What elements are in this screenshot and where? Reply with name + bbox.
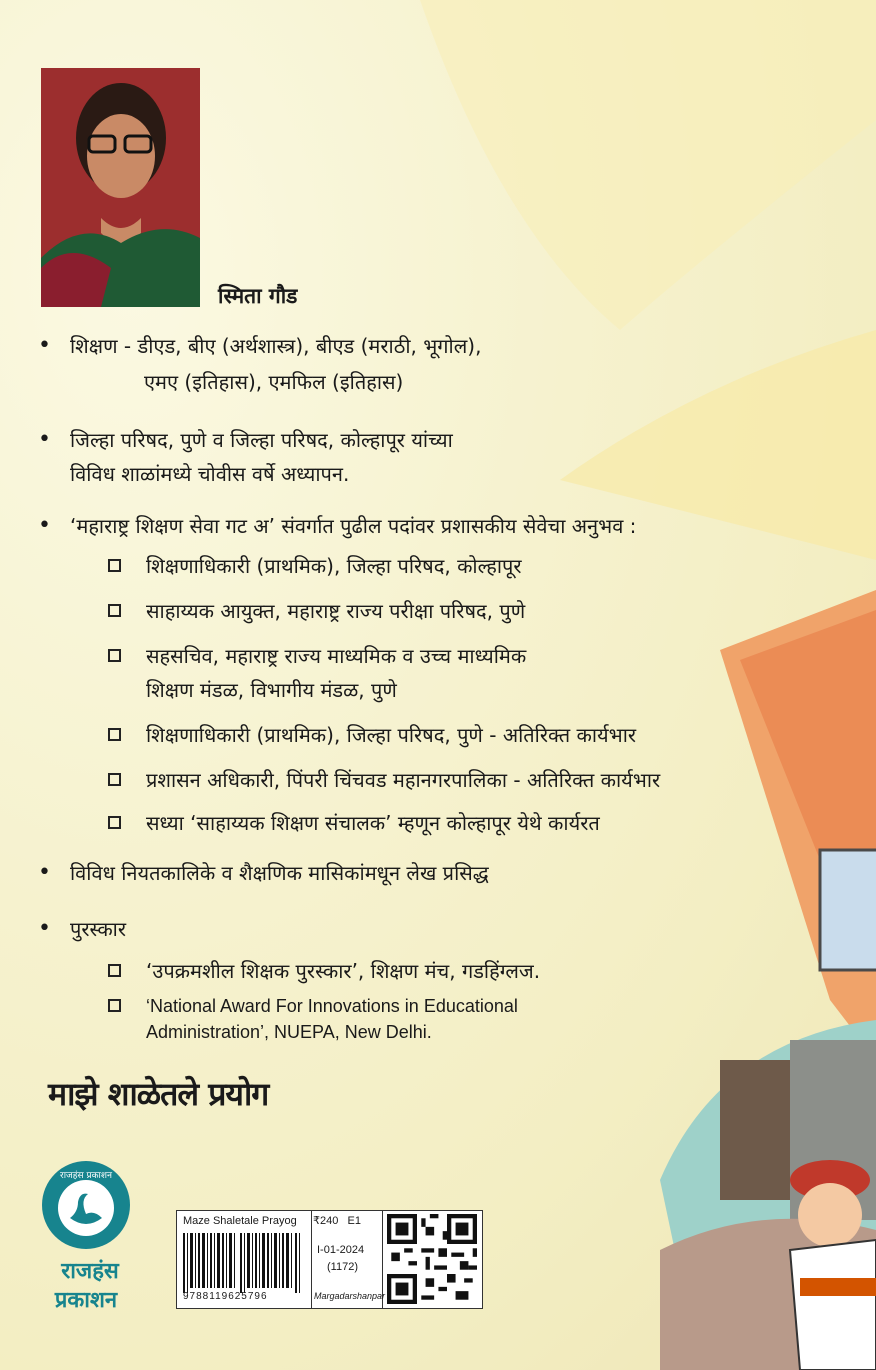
- barcode-box: [176, 1210, 483, 1309]
- publisher-name-line2: प्रकाशन: [54, 1288, 118, 1313]
- bullet-text: विविध शाळांमध्ये चोवीस वर्षे अध्यापन.: [70, 462, 350, 486]
- checkbox-square-icon: [108, 728, 121, 741]
- bullet-text: पुरस्कार: [70, 917, 127, 941]
- bullet-text: एमए (इतिहास), एमफिल (इतिहास): [144, 370, 404, 394]
- experience-text: शिक्षणाधिकारी (प्राथमिक), जिल्हा परिषद, कोल्हापूर: [146, 554, 522, 578]
- swan-logo-icon: [40, 1160, 132, 1250]
- price: ₹240 E1: [313, 1215, 361, 1227]
- isbn-number: 9788119625796: [183, 1291, 268, 1302]
- experience-text: शिक्षण मंडळ, विभागीय मंडळ, पुणे: [146, 678, 397, 702]
- bullet-text: शिक्षण - डीएड, बीए (अर्थशास्त्र), बीएड (मराठी, भूगोल),: [70, 334, 482, 358]
- print-date: I-01-2024: [317, 1244, 365, 1256]
- bullet-dot: •: [38, 513, 51, 538]
- bullet-dot: •: [38, 427, 51, 452]
- checkbox-square-icon: [108, 773, 121, 786]
- barcode-bars: [183, 1233, 303, 1293]
- bullet-dot: •: [38, 860, 51, 885]
- publisher-name-line1: राजहंस: [61, 1259, 119, 1284]
- checkbox-square-icon: [108, 999, 121, 1012]
- bullet-text: विविध नियतकालिके व शैक्षणिक मासिकांमधून लेख प्रसिद्ध: [70, 861, 489, 885]
- print-code: (1172): [327, 1261, 358, 1273]
- experience-text: प्रशासन अधिकारी, पिंपरी चिंचवड महानगरपालिका - अतिरिक्त कार्यभार: [146, 768, 661, 792]
- barcode-title: Maze Shaletale Prayog: [183, 1215, 297, 1227]
- logo-ring-text: राजहंस प्रकाशन: [60, 1171, 112, 1181]
- author-photo: [41, 68, 200, 307]
- bullet-dot: •: [38, 916, 51, 941]
- checkbox-square-icon: [108, 649, 121, 662]
- book-title: माझे शाळेतले प्रयोग: [48, 1075, 269, 1113]
- bullet-text: ‘महाराष्ट्र शिक्षण सेवा गट अ’ संवर्गात पुढील पदांवर प्रशासकीय सेवेचा अनुभव :: [70, 514, 637, 538]
- checkbox-square-icon: [108, 964, 121, 977]
- bullet-dot: •: [38, 333, 51, 358]
- experience-text: सध्या ‘साहाय्यक शिक्षण संचालक’ म्हणून कोल्हापूर येथे कार्यरत: [146, 811, 600, 835]
- series-tag: Margadarshanpar: [314, 1291, 386, 1301]
- award-text: ‘उपक्रमशील शिक्षक पुरस्कार’, शिक्षण मंच, गडहिंग्लज.: [146, 959, 541, 983]
- author-name: स्मिता गौड: [218, 284, 298, 308]
- checkbox-square-icon: [108, 559, 121, 572]
- experience-text: सहसचिव, महाराष्ट्र राज्य माध्यमिक व उच्च माध्यमिक: [146, 644, 527, 668]
- checkbox-square-icon: [108, 816, 121, 829]
- qr-code-icon: [387, 1214, 477, 1304]
- checkbox-square-icon: [108, 604, 121, 617]
- experience-text: शिक्षणाधिकारी (प्राथमिक), जिल्हा परिषद, पुणे - अतिरिक्त कार्यभार: [146, 723, 637, 747]
- bullet-text: जिल्हा परिषद, पुणे व जिल्हा परिषद, कोल्हापूर यांच्या: [70, 428, 453, 452]
- award-text: Administration’, NUEPA, New Delhi.: [146, 1022, 432, 1042]
- award-text: ‘National Award For Innovations in Educational: [146, 996, 518, 1016]
- experience-text: साहाय्यक आयुक्त, महाराष्ट्र राज्य परीक्षा परिषद, पुणे: [146, 599, 526, 623]
